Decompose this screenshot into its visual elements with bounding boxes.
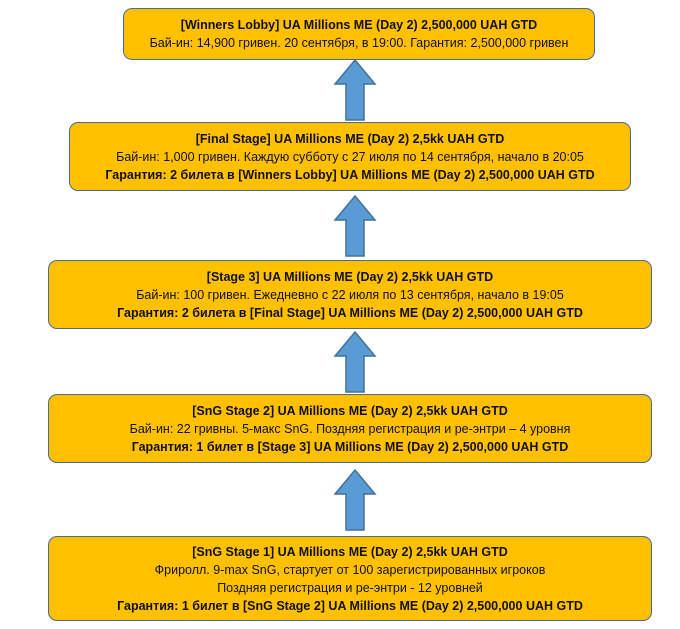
stage-sng-stage-1 bbox=[48, 536, 652, 621]
arrow-up-icon bbox=[333, 330, 377, 394]
stage-description: Поздняя регистрация и ре-энтри - 12 уровней bbox=[217, 580, 483, 595]
stage-guarantee: Гарантия: 2 билета в [Final Stage] UA Millions ME (Day 2) 2,500,000 UAH GTD bbox=[117, 305, 583, 320]
arrow-up-icon bbox=[333, 58, 377, 122]
stage-description: Фриролл. 9-max SnG, стартует от 100 зарегистрированных игроков bbox=[154, 562, 546, 577]
stage-description: Бай-ин: 22 гривны. 5-макс SnG. Поздняя регистрация и ре-энтри – 4 уровня bbox=[129, 421, 571, 436]
stage-title: [SnG Stage 1] UA Millions ME (Day 2) 2,5kk UAH GTD bbox=[192, 544, 508, 559]
arrow-up-icon bbox=[333, 194, 377, 258]
stage-final-stage bbox=[69, 122, 631, 191]
stage-title: [Final Stage] UA Millions ME (Day 2) 2,5kk UAH GTD bbox=[195, 131, 505, 146]
stage-guarantee: Гарантия: 2 билета в [Winners Lobby] UA Millions ME (Day 2) 2,500,000 UAH GTD bbox=[105, 167, 595, 182]
stage-description: Бай-ин: 1,000 гривен. Каждую субботу с 27 июля по 14 сентября, начало в 20:05 bbox=[116, 149, 584, 164]
stage-guarantee: Гарантия: 1 билет в [Stage 3] UA Millions ME (Day 2) 2,500,000 UAH GTD bbox=[131, 439, 569, 454]
stage-description: Бай-ин: 100 гривен. Ежедневно с 22 июля по 13 сентября, начало в 19:05 bbox=[136, 287, 564, 302]
stage-title: [SnG Stage 2] UA Millions ME (Day 2) 2,5kk UAH GTD bbox=[192, 403, 508, 418]
stage-winners-lobby bbox=[123, 8, 595, 60]
stage-title: [Stage 3] UA Millions ME (Day 2) 2,5kk UAH GTD bbox=[206, 269, 494, 284]
arrow-up-icon bbox=[333, 468, 377, 532]
stage-stage-3 bbox=[48, 260, 652, 329]
stage-description: Бай-ин: 14,900 гривен. 20 сентября, в 19:00. Гарантия: 2,500,000 гривен bbox=[149, 36, 569, 50]
stage-title: [Winners Lobby] UA Millions ME (Day 2) 2,500,000 UAH GTD bbox=[180, 18, 538, 32]
stage-guarantee: Гарантия: 1 билет в [SnG Stage 2] UA Millions ME (Day 2) 2,500,000 UAH GTD bbox=[117, 598, 583, 613]
stage-sng-stage-2 bbox=[48, 394, 652, 463]
